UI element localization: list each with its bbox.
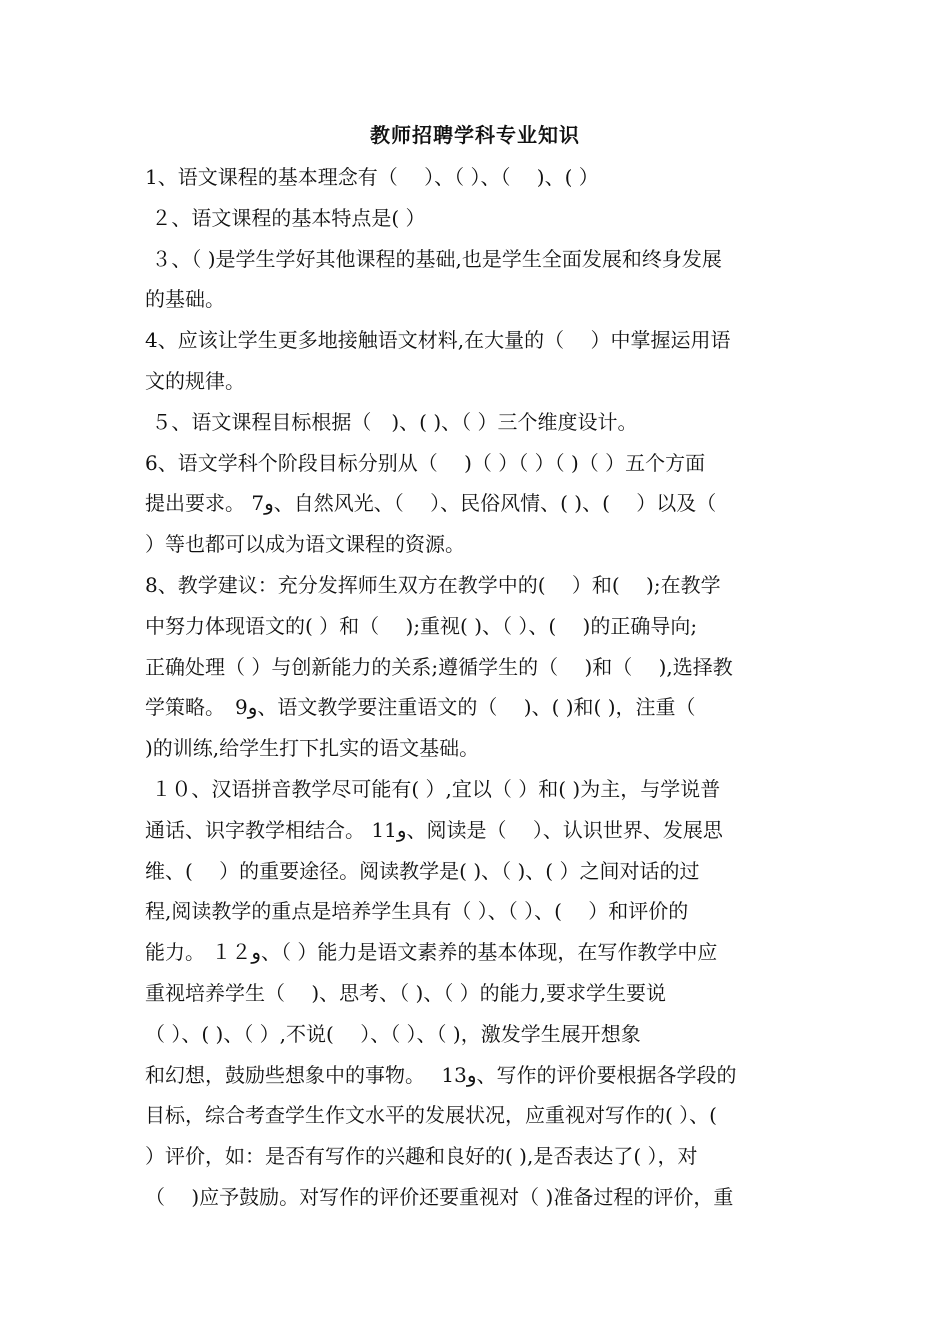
text-line: 的基础。 — [145, 287, 225, 312]
text-line: 中努力体现语文的( ）和（ );重视( )、（ ）、( )的正确导向; — [145, 613, 698, 638]
text-line: 重视培养学生（ )、思考、（ )、（ ）的能力,要求学生要说 — [145, 980, 667, 1005]
text-line: 程,阅读教学的重点是培养学生具有（ ）、（ ）、( ）和评价的 — [145, 899, 689, 924]
text-line: 和幻想，鼓励些想象中的事物。 13و、写作的评价要根据各学段的 — [145, 1062, 737, 1087]
text-line: 通话、识字教学相结合。 11و、阅读是（ ）、认识世界、发展思 — [145, 817, 723, 842]
text-line: １０、汉语拼音教学尽可能有( ）,宜以（ ）和( )为主，与学说普 — [145, 776, 721, 801]
text-line: 目标，综合考查学生作文水平的发展状况，应重视对写作的( ）、( — [145, 1103, 717, 1128]
text-line: 4、应该让学生更多地接触语文材料,在大量的（ ）中掌握运用语 — [145, 328, 731, 353]
text-line: 文的规律。 — [145, 368, 245, 393]
text-line: 能力。 １２و、（ ）能力是语文素养的基本体现，在写作教学中应 — [145, 940, 718, 965]
text-line: 1、语文课程的基本理念有（ ）、（ ）、（ )、( ） — [145, 165, 599, 189]
text-line: 6、语文学科个阶段目标分别从（ )（ ）（ ）（ )（ ）五个方面 — [145, 450, 706, 475]
document-title: 教师招聘学科专业知识 — [370, 123, 580, 147]
text-line: （ ）、( )、（ ）,不说( ）、（ ）、（ )，激发学生展开想象 — [145, 1021, 641, 1046]
text-line: 学策略。 9و、语文教学要注重语文的（ )、( )和( )，注重（ — [145, 695, 696, 720]
text-line: 提出要求。 7و、自然风光、（ ）、民俗风情、( )、( ）以及（ — [145, 491, 717, 516]
text-line: 8、教学建议：充分发挥师生双方在教学中的( ）和( );在教学 — [145, 572, 721, 597]
text-line: 正确处理（ ）与创新能力的关系;遵循学生的（ )和（ ),选择教 — [145, 654, 733, 679]
text-line: 维、( ）的重要途径。阅读教学是( )、（ )、( ）之间对话的过 — [145, 858, 700, 883]
text-line: ）等也都可以成为语文课程的资源。 — [145, 532, 465, 557]
text-line: ５、语文课程目标根据（ )、( )、（ ）三个维度设计。 — [145, 409, 638, 434]
text-line: ２、语文课程的基本特点是( ） — [145, 205, 426, 230]
text-line: )的训练,给学生打下扎实的语文基础。 — [145, 736, 480, 761]
text-line: ３、（ )是学生学好其他课程的基础,也是学生全面发展和终身发展 — [145, 246, 722, 271]
text-line: ）评价，如：是否有写作的兴趣和良好的( ),是否表达了( ），对 — [145, 1144, 698, 1169]
document-body — [145, 157, 815, 1218]
text-line: （ )应予鼓励。对写作的评价还要重视对（ )准备过程的评价，重 — [145, 1184, 734, 1209]
